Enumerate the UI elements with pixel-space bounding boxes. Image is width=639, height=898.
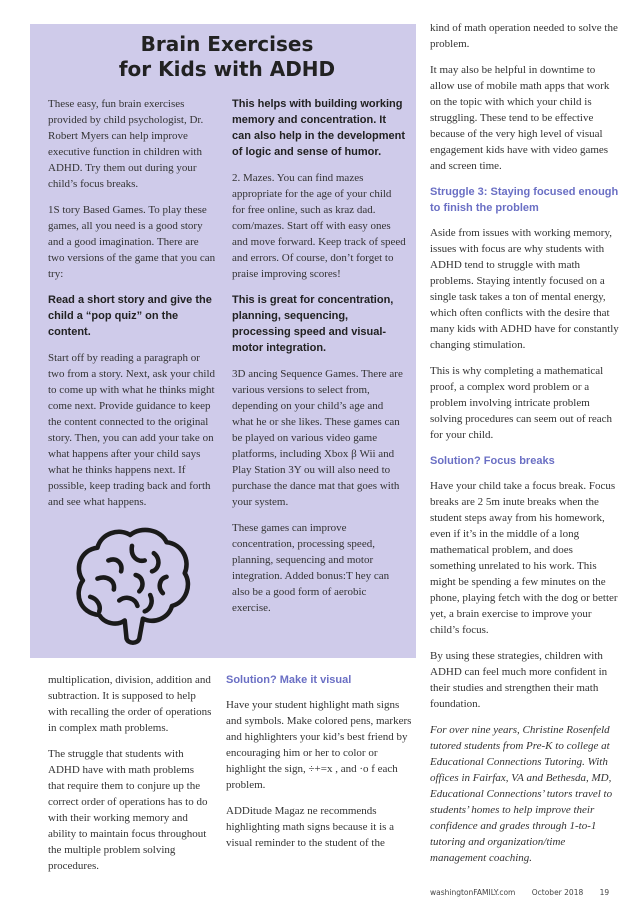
section-heading: Solution? Focus breaks bbox=[430, 455, 555, 467]
author-bio: For over nine years, Christine Rosenfeld tutored students from Pre-K to college at Educational Connections Tutoring. With offices in Fairfax, VA and Bethesda, MD, Educational Connections’ tutors travel to students’ homes to help improve their confidence and grades through 1-to-1 tutoring and organization/time management coaching. bbox=[430, 724, 613, 864]
callout-heading: This is great for concentration, planning, sequencing, processing speed and visual-motor integration. bbox=[232, 294, 394, 354]
box-column-1-wrap bbox=[48, 96, 216, 646]
page-footer bbox=[430, 876, 620, 898]
paragraph: kind of math operation needed to solve the problem. bbox=[430, 22, 618, 50]
article-title bbox=[48, 32, 406, 82]
title-line: Brain Exercises bbox=[140, 32, 314, 56]
paragraph: multiplication, division, addition and subtraction. It is supposed to help with recalling the order of operations in complex math problems. bbox=[48, 674, 212, 734]
paragraph: 1S tory Based Games. To play these games, all you need is a good story and a good imagination. There are two versions of the game that you can try: bbox=[48, 204, 216, 280]
footer-site: washingtonFAMILY.com bbox=[430, 888, 516, 897]
paragraph: Have your student highlight math signs and symbols. Make colored pens, markers and highlighters your kid’s best friend by encouraging him or her to color or highlight the sign, ÷+=x , and ·o f each problem. bbox=[226, 699, 412, 791]
callout-heading: Read a short story and give the child a “pop quiz” on the content. bbox=[48, 294, 212, 338]
paragraph: 3D ancing Sequence Games. There are various versions to select from, depending on your child’s age and what he or she likes. These games can be played on various video game platforms, including Xbox β Wii and Play Station 3Y ou will also need to purchase the dance mat that goes with your system. bbox=[232, 368, 403, 508]
paragraph: Start off by reading a paragraph or two from a story. Next, ask your child to come up with what he thinks might come next. Provide guidance to keep the content connected to the original story. Then, you can add your take on what happens after your child says what he thinks happens next. If possible, keep trading back and forth and see what happens. bbox=[48, 352, 216, 508]
paragraph: Aside from issues with working memory, issues with focus are why students with ADHD tend to struggle with math problems. Staying intently focused on a single task takes a ton of mental energy, which often conflicts with the desire that many kids with ADHD have for constantly changing stimulation. bbox=[430, 227, 619, 351]
paragraph: These easy, fun brain exercises provided by child psychologist, Dr. Robert Myers can help improve executive function in children with ADHD. Try them out during your child’s focus breaks. bbox=[48, 98, 204, 190]
bottom-column-2 bbox=[226, 672, 412, 861]
title-line: for Kids with ADHD bbox=[118, 57, 336, 81]
paragraph: By using these strategies, children with ADHD can feel much more confident in their studies and strengthen their math foundation. bbox=[430, 650, 608, 710]
right-column bbox=[430, 20, 620, 876]
section-heading: Struggle 3: Staying focused enough to finish the problem bbox=[430, 186, 619, 214]
right-area bbox=[430, 20, 620, 898]
sidebar-box bbox=[30, 24, 416, 658]
paragraph: ADDitude Magaz ne recommends highlighting math signs because it is a visual reminder to the student of the bbox=[226, 805, 395, 849]
paragraph: It may also be helpful in downtime to allow use of mobile math apps that work on the topic with which your child is struggling. These tend to be effective because of the very high level of visual engagement kids have with video games and screen time. bbox=[430, 64, 610, 172]
paragraph: These games can improve concentration, processing speed, planning, sequencing and motor integration. Added bonus:T hey can also be a good form of aerobic exercise. bbox=[232, 522, 390, 614]
brain-icon bbox=[72, 524, 192, 646]
box-columns bbox=[48, 96, 406, 646]
bottom-column-1 bbox=[48, 672, 212, 884]
section-heading: Solution? Make it visual bbox=[226, 674, 352, 686]
bottom-columns bbox=[30, 658, 416, 884]
footer-issue: October 2018 bbox=[531, 888, 584, 897]
callout-heading: This helps with building working memory and concentration. It can also help in the development of logic and sense of humor. bbox=[232, 98, 405, 158]
paragraph: This is why completing a mathematical proof, a complex word problem or a problem involving intricate problem solving procedures can seem out of reach for your child. bbox=[430, 365, 613, 441]
left-area bbox=[30, 24, 416, 884]
page-number: 19 bbox=[599, 888, 610, 897]
paragraph: 2. Mazes. You can find mazes appropriate for the age of your child for free online, such as kraz dad. com/mazes. Start off with easy ones and move forward. Keep track of speed and errors. Of course, don’t forget to praise improving scores! bbox=[232, 172, 406, 280]
box-column-1 bbox=[48, 96, 216, 510]
paragraph: Have your child take a focus break. Focus breaks are 2 5m inute breaks when the student steps away from his homework, even if it’s in the middle of a long mathematical problem, and does something unrelated to his work. This might be spending a few minutes on the phone, playing fetch with the dog or better yet, a brain exercise to improve your child’s focus. bbox=[430, 480, 618, 636]
box-column-2 bbox=[232, 96, 406, 626]
paragraph: The struggle that students with ADHD have with math problems that require them to conjure up the correct order of operations has to do with their working memory and ability to maintain focus throughout the multiple problem solving procedures. bbox=[48, 748, 208, 872]
